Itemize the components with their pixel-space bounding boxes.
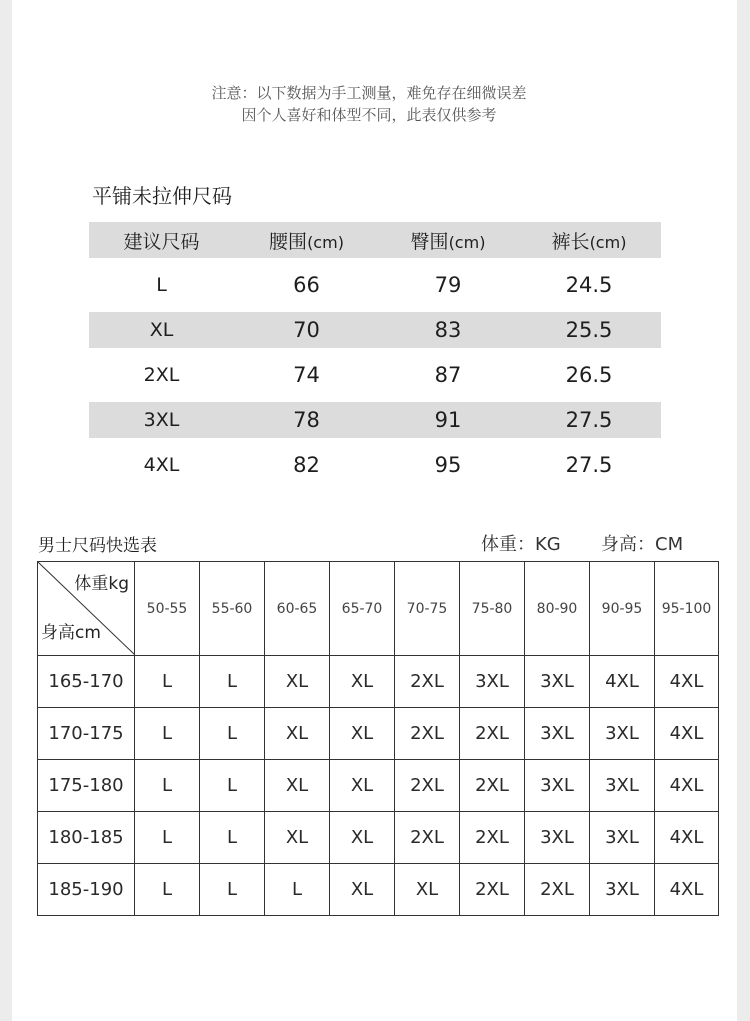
size-cell: L (135, 812, 200, 864)
size-cell: 2XL (395, 708, 460, 760)
size-cell: XL (265, 656, 330, 708)
waist-cell: 82 (293, 453, 320, 477)
height-label: 175-180 (38, 760, 135, 812)
length-cell: 26.5 (565, 363, 613, 387)
flat-table-row (89, 267, 661, 303)
size-cell: 4XL (655, 656, 719, 708)
flat-table-row (89, 357, 661, 393)
flat-table-title: 平铺未拉伸尺码 (92, 184, 232, 208)
size-cell: 3XL (460, 656, 525, 708)
height-label: 185-190 (38, 864, 135, 916)
hip-cell: 95 (434, 453, 462, 477)
weight-header: 55-60 (200, 562, 265, 656)
size-cell: XL (265, 812, 330, 864)
size-cell: 2XL (460, 760, 525, 812)
size-cell: L (135, 760, 200, 812)
size-cell: 4XL (655, 708, 719, 760)
size-cell: L (200, 812, 265, 864)
length-cell: 24.5 (565, 273, 613, 297)
quick-table-row (38, 812, 719, 864)
size-cell: 4XL (590, 656, 655, 708)
height-label: 180-185 (38, 812, 135, 864)
hip-cell: 87 (434, 363, 462, 387)
hip-cell: 91 (434, 408, 462, 432)
corner-height-label: 身高cm (41, 623, 101, 643)
weight-header: 60-65 (265, 562, 330, 656)
size-cell: XL (330, 656, 395, 708)
height-label: 165-170 (38, 656, 135, 708)
weight-header: 75-80 (460, 562, 525, 656)
size-cell: 4XL (655, 760, 719, 812)
size-cell: 2XL (525, 864, 590, 916)
weight-header: 80-90 (525, 562, 590, 656)
size-cell: L (200, 708, 265, 760)
size-cell: XL (330, 760, 395, 812)
flat-size-table (89, 222, 661, 483)
waist-cell: 66 (293, 273, 320, 297)
length-cell: 25.5 (565, 318, 613, 342)
flat-table-row (89, 402, 661, 438)
size-cell: 4XL (655, 812, 719, 864)
size-cell: XL (330, 812, 395, 864)
size-cell: L (200, 656, 265, 708)
quick-table-row (38, 708, 719, 760)
header-hip: 臀围(cm) (410, 230, 486, 253)
size-cell: 3XL (590, 812, 655, 864)
length-cell: 27.5 (565, 453, 613, 477)
measurement-note (0, 82, 738, 126)
size-cell: L (135, 864, 200, 916)
note-line-2: 因个人喜好和体型不同，此表仅供参考 (241, 106, 497, 124)
header-length: 裤长(cm) (551, 230, 627, 253)
size-cell: 3XL (590, 760, 655, 812)
note-line-1: 注意：以下数据为手工测量，难免存在细微误差 (211, 84, 527, 102)
size-cell: XL (395, 864, 460, 916)
weight-header: 95-100 (655, 562, 719, 656)
size-cell: 2XL (395, 760, 460, 812)
size-cell: 3XL (143, 409, 180, 431)
corner-weight-label: 体重kg (74, 574, 129, 594)
size-cell: 3XL (590, 864, 655, 916)
size-cell: L (200, 760, 265, 812)
flat-table-row (89, 312, 661, 348)
size-cell: 3XL (525, 812, 590, 864)
size-cell: 2XL (395, 812, 460, 864)
size-cell: L (265, 864, 330, 916)
flat-table-row (89, 447, 661, 483)
size-cell: L (200, 864, 265, 916)
size-cell: XL (265, 708, 330, 760)
size-cell: XL (330, 708, 395, 760)
length-cell: 27.5 (565, 408, 613, 432)
size-cell: 3XL (525, 760, 590, 812)
size-cell: 4XL (143, 454, 180, 476)
size-cell: XL (330, 864, 395, 916)
weight-header: 90-95 (590, 562, 655, 656)
size-cell: L (135, 708, 200, 760)
size-cell: 2XL (395, 656, 460, 708)
size-cell: XL (149, 319, 174, 341)
quick-table-row (38, 760, 719, 812)
size-cell: 3XL (525, 708, 590, 760)
size-cell: 3XL (590, 708, 655, 760)
hip-cell: 83 (434, 318, 462, 342)
height-unit-label: 身高：CM (601, 534, 684, 555)
size-cell: 3XL (525, 656, 590, 708)
quick-table-header-row (38, 562, 719, 656)
size-cell: XL (265, 760, 330, 812)
quick-size-table (37, 561, 719, 916)
size-cell: 2XL (460, 708, 525, 760)
height-label: 170-175 (38, 708, 135, 760)
size-cell: 2XL (143, 364, 180, 386)
quick-table-row (38, 864, 719, 916)
waist-cell: 70 (293, 318, 320, 342)
header-size: 建议尺码 (123, 230, 200, 253)
hip-cell: 79 (434, 273, 462, 297)
weight-header: 70-75 (395, 562, 460, 656)
size-cell: 2XL (460, 812, 525, 864)
corner-cell (38, 562, 135, 656)
waist-cell: 78 (293, 408, 320, 432)
weight-header: 65-70 (330, 562, 395, 656)
flat-table-header-row (89, 222, 661, 258)
quick-table-row (38, 656, 719, 708)
weight-header: 50-55 (135, 562, 200, 656)
header-waist: 腰围(cm) (269, 230, 344, 253)
size-cell: L (135, 656, 200, 708)
size-cell: 2XL (460, 864, 525, 916)
size-cell: 4XL (655, 864, 719, 916)
quick-table-title: 男士尺码快选表 (38, 536, 157, 556)
size-cell: L (156, 274, 167, 296)
waist-cell: 74 (293, 363, 320, 387)
weight-unit-label: 体重：KG (481, 534, 561, 555)
